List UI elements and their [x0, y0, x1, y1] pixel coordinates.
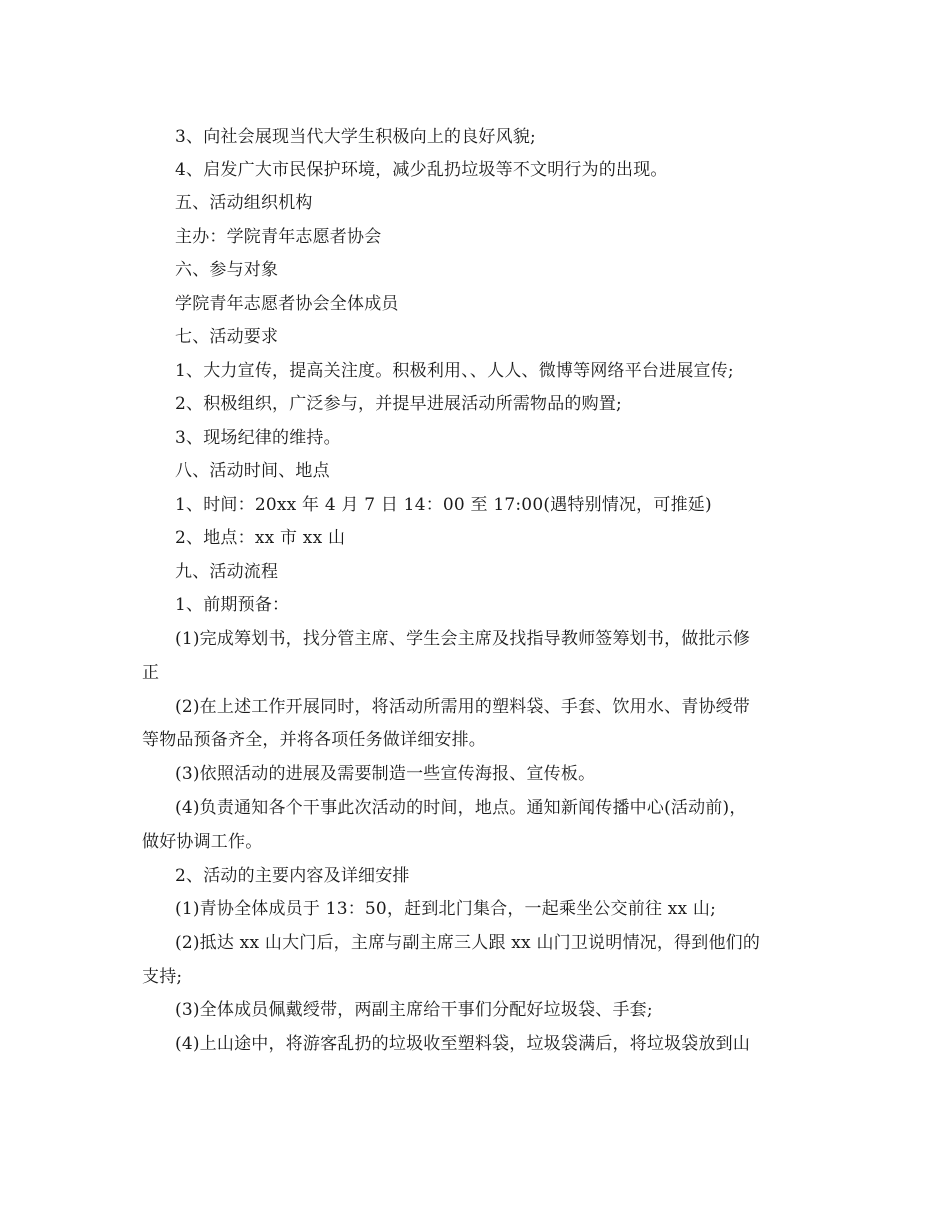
text-line: (3)依照活动的进展及需要制造一些宣传海报、宣传板。 [175, 764, 596, 784]
section-heading: 七、活动要求 [175, 327, 279, 347]
text-line: 1、前期预备： [175, 595, 290, 615]
text-line: 3、现场纪律的维持。 [175, 428, 341, 448]
section-heading: 八、活动时间、地点 [175, 461, 330, 481]
text-line: (4)上山途中，将游客乱扔的垃圾收至塑料袋，垃圾袋满后，将垃圾袋放到山 [175, 1034, 751, 1054]
text-line: (2)在上述工作开展同时，将活动所需用的塑料袋、手套、饮用水、青协绶带 [175, 697, 751, 717]
section-heading: 九、活动流程 [175, 562, 279, 582]
text-line: (1)完成筹划书，找分管主席、学生会主席及找指导教师签筹划书，做批示修 [175, 629, 751, 649]
text-line: 1、时间：20xx 年 4 月 7 日 14：00 至 17:00(遇特别情况，可推延) [175, 495, 712, 515]
text-line: (3)全体成员佩戴绶带，两副主席给干事们分配好垃圾袋、手套; [175, 1000, 653, 1020]
text-line: 4、启发广大市民保护环境，减少乱扔垃圾等不文明行为的出现。 [175, 160, 668, 180]
section-heading: 六、参与对象 [175, 260, 279, 280]
text-line: 2、活动的主要内容及详细安排 [175, 866, 410, 886]
text-line: 学院青年志愿者协会全体成员 [175, 294, 399, 314]
section-heading: 五、活动组织机构 [175, 193, 313, 213]
text-line: (2)抵达 xx 山大门后，主席与副主席三人跟 xx 山门卫说明情况，得到他们的 [175, 933, 761, 953]
text-line: 2、地点：xx 市 xx 山 [175, 528, 346, 548]
text-line: (4)负责通知各个干事此次活动的时间，地点。通知新闻传播中心(活动前)， [175, 798, 747, 818]
text-line: (1)青协全体成员于 13：50，赶到北门集合，一起乘坐公交前往 xx 山; [175, 899, 717, 919]
text-line: 2、积极组织，广泛参与，并提早进展活动所需物品的购置; [175, 394, 622, 414]
text-line: 支持; [142, 967, 183, 987]
text-line: 做好协调工作。 [142, 832, 263, 852]
text-line: 3、向社会展现当代大学生积极向上的良好风貌; [175, 127, 536, 147]
text-line: 1、大力宣传，提高关注度。积极利用、、人人、微博等网络平台进展宣传; [175, 361, 734, 381]
text-line: 主办：学院青年志愿者协会 [175, 227, 382, 247]
text-line: 正 [142, 663, 160, 683]
text-line: 等物品预备齐全，并将各项任务做详细安排。 [142, 730, 486, 750]
